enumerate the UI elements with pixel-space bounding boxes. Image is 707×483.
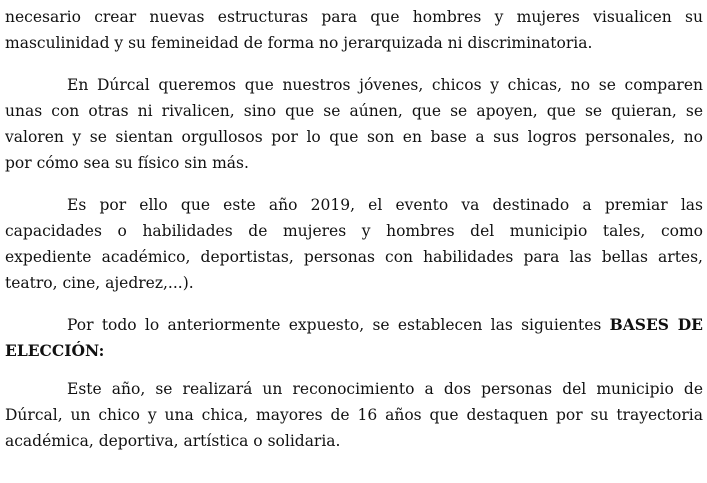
text-line: Dúrcal, un chico y una chica, mayores de 16 años que destaquen por su trayectoria [5, 406, 703, 424]
text-line: Este año, se realizará un reconocimiento a dos personas del municipio de [67, 380, 703, 398]
text-line: masculinidad y su femineidad de forma no jerarquizada ni discriminatoria. [5, 34, 593, 52]
text-line [5, 312, 703, 338]
bold-heading-text: BASES DE [609, 315, 703, 334]
paragraph-3 [5, 192, 703, 296]
text-line [5, 338, 703, 364]
text-line: expediente académico, deportistas, personas con habilidades para las bellas artes, [5, 248, 703, 266]
text-line: capacidades o habilidades de mujeres y hombres del municipio tales, como [5, 222, 703, 240]
text-line: Es por ello que este año 2019, el evento va destinado a premiar las [67, 196, 703, 214]
text-line: por cómo sea su físico sin más. [5, 154, 249, 172]
text-line: necesario crear nuevas estructuras para que hombres y mujeres visualicen su [5, 8, 703, 26]
text-run: Por todo lo anteriormente expuesto, se establecen las siguientes [67, 316, 602, 334]
document-page [5, 0, 703, 454]
paragraph-5 [5, 376, 703, 454]
text-line: teatro, cine, ajedrez,...). [5, 274, 194, 292]
bold-heading-text: ELECCIÓN: [5, 341, 105, 360]
text-line: En Dúrcal queremos que nuestros jóvenes, chicos y chicas, no se comparen [67, 76, 703, 94]
paragraph-1 [5, 4, 703, 56]
paragraph-4 [5, 312, 703, 364]
text-line: valoren y se sientan orgullosos por lo que son en base a sus logros personales, no [5, 128, 703, 146]
paragraph-2 [5, 72, 703, 176]
text-line: unas con otras ni rivalicen, sino que se aúnen, que se apoyen, que se quieran, se [5, 102, 703, 120]
text-line: académica, deportiva, artística o solidaria. [5, 432, 341, 450]
